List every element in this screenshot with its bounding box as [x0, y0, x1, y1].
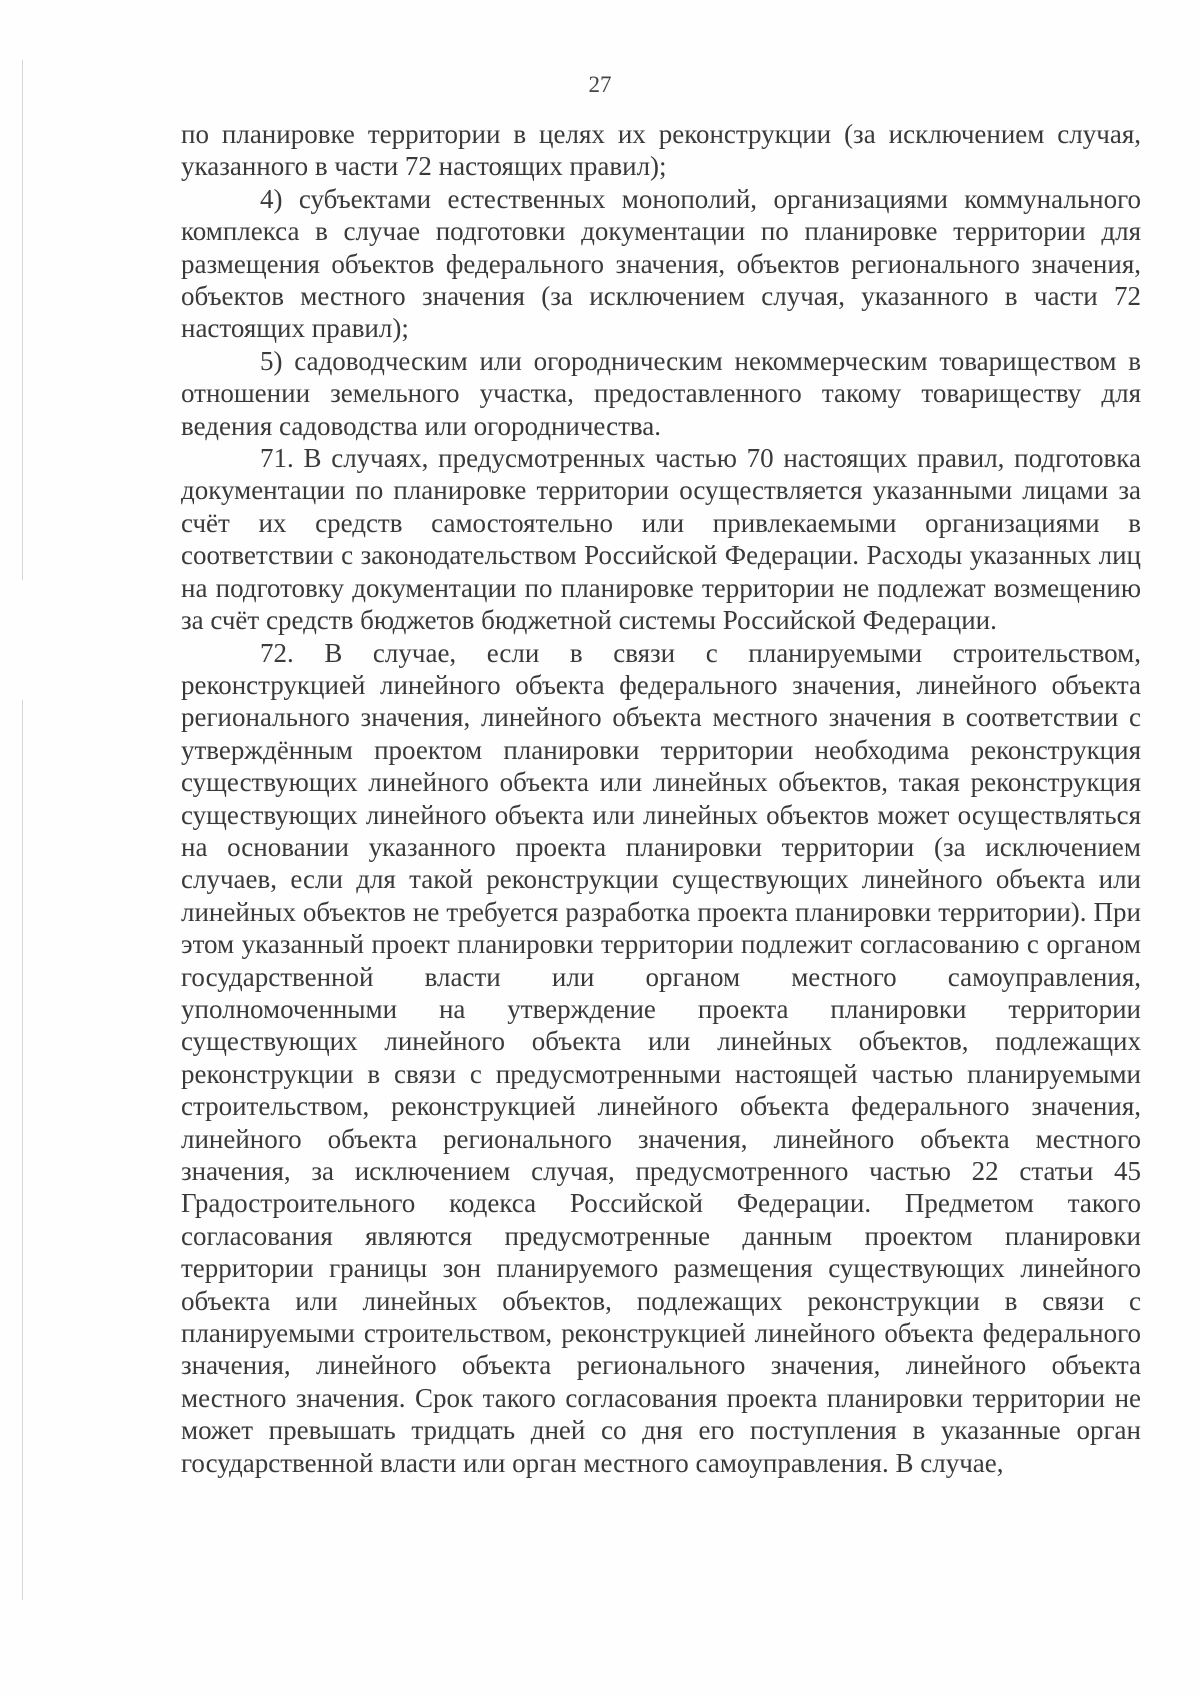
paragraph-71: 71. В случаях, предусмотренных частью 70 настоящих правил, подготовка документации по планировке территории осуществляется указанными лицами за счёт их средств самостоятельно или привлекаемыми организациями в соответствии с законодательством Российской Федерации. Расходы указанных лиц на подготовку документации по планировке территории не подлежат возмещению за счёт средств бюджетов бюджетной системы Российской Федерации.: [181, 443, 1141, 636]
paragraph-72: 72. В случае, если в связи с планируемыми строительством, реконструкцией линейного объекта федерального значения, линейного объекта регионального значения, линейного объекта местного значения в соответствии с утверждённым проектом планировки территории необходима реконструкция существующих линейного объекта или линейных объектов, такая реконструкция существующих линейного объекта или линейных объектов может осуществляться на основании указанного проекта планировки территории (за исключением случаев, если для такой реконструкции существующих линейного объекта или линейных объектов не требуется разработка проекта планировки территории). При этом указанный проект планировки территории подлежит согласованию с органом государственной власти или органом местного самоуправления, уполномоченными на утверждение проекта планировки территории существующих линейного объекта или линейных объектов, подлежащих реконструкции в связи с предусмотренными настоящей частью планируемыми строительством, реконструкцией линейного объекта федерального значения, линейного объекта регионального значения, линейного объекта местного значения, за исключением случая, предусмотренного частью 22 статьи 45 Градостроительного кодекса Российской Федерации. Предметом такого согласования являются предусмотренные данным проектом планировки территории границы зон планируемого размещения существующих линейного объекта или линейных объектов, подлежащих реконструкции в связи с планируемыми строительством, реконструкцией линейного объекта федерального значения, линейного объекта регионального значения, линейного объекта местного значения. Срок такого согласования проекта планировки территории не может превышать тридцать дней со дня его поступления в указанные орган государственной власти или орган местного самоуправления. В случае,: [181, 637, 1141, 1478]
scan-edge-line: [22, 60, 23, 580]
page-number: 27: [588, 72, 612, 97]
paragraph-item-5: 5) садоводческим или огородническим некоммерческим товариществом в отношении земельного участка, предоставленного такому товариществу для ведения садоводства или огородничества.: [181, 345, 1141, 441]
paragraph-continuation: по планировке территории в целях их реконструкции (за исключением случая, указанного в части 72 настоящих правил);: [181, 119, 1141, 182]
scan-edge-line: [22, 700, 23, 1600]
body-text: [181, 118, 1141, 1479]
paragraph-item-4: 4) субъектами естественных монополий, организациями коммунального комплекса в случае подготовки документации по планировке территории для размещения объектов федерального значения, объектов регионального значения, объектов местного значения (за исключением случая, указанного в части 72 настоящих правил);: [181, 183, 1141, 344]
